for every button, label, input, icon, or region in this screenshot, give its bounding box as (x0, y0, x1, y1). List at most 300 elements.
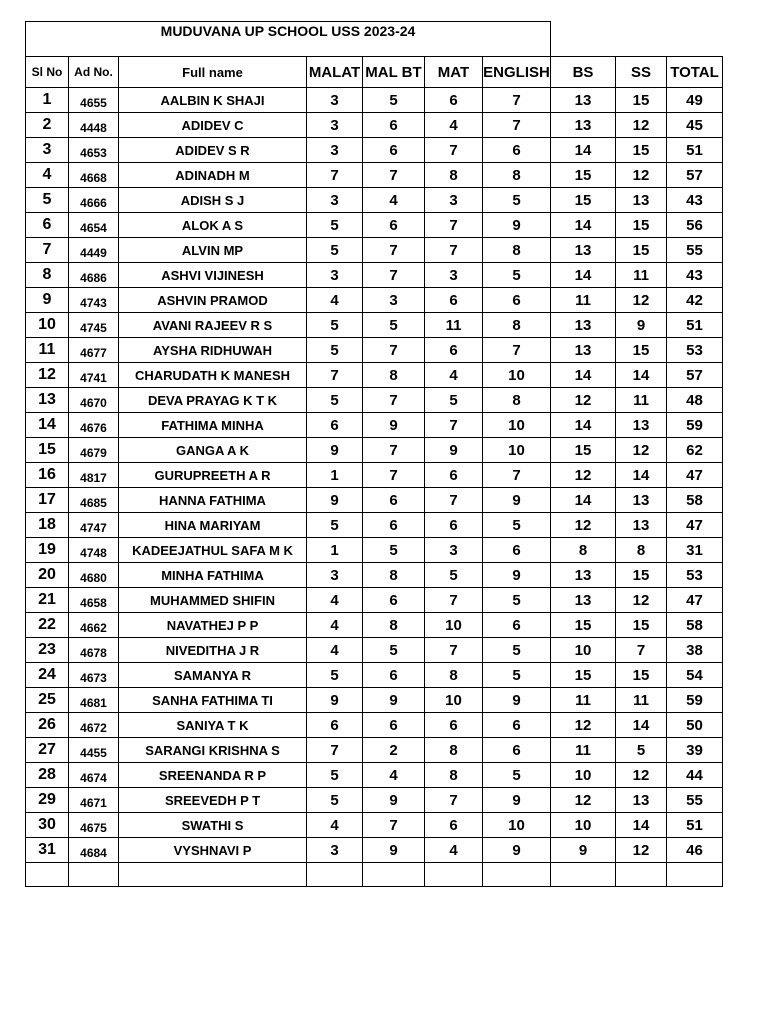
table-row (26, 188, 723, 213)
english-cell: 5 (483, 763, 551, 788)
mal-bt-cell: 7 (363, 238, 425, 263)
mat-cell: 7 (425, 788, 483, 813)
bs-cell: 15 (551, 663, 616, 688)
total-cell: 42 (667, 288, 723, 313)
results-sheet (25, 21, 723, 887)
ss-cell: 15 (616, 663, 667, 688)
ss-cell: 11 (616, 388, 667, 413)
malat-cell: 5 (307, 513, 363, 538)
ad-no-cell: 4743 (69, 288, 119, 313)
total-cell: 48 (667, 388, 723, 413)
full-name-cell: HANNA FATHIMA (119, 488, 307, 513)
bs-cell: 10 (551, 638, 616, 663)
malat-cell: 9 (307, 688, 363, 713)
ad-no-cell: 4673 (69, 663, 119, 688)
full-name-cell: GURUPREETH A R (119, 463, 307, 488)
mat-cell: 6 (425, 288, 483, 313)
sl-no-cell: 30 (26, 813, 69, 838)
empty-row (26, 863, 723, 887)
total-cell: 57 (667, 163, 723, 188)
total-cell: 45 (667, 113, 723, 138)
sl-no-cell: 4 (26, 163, 69, 188)
total-cell: 43 (667, 188, 723, 213)
mal-bt-cell: 8 (363, 363, 425, 388)
sl-no-cell: 1 (26, 88, 69, 113)
english-cell: 9 (483, 213, 551, 238)
mat-cell: 7 (425, 238, 483, 263)
english-cell: 6 (483, 713, 551, 738)
bs-cell: 12 (551, 388, 616, 413)
ss-cell: 13 (616, 788, 667, 813)
table-row (26, 613, 723, 638)
mat-cell: 6 (425, 463, 483, 488)
full-name-cell: SWATHI S (119, 813, 307, 838)
bs-cell: 13 (551, 338, 616, 363)
ss-cell: 12 (616, 288, 667, 313)
table-row (26, 688, 723, 713)
ss-cell: 15 (616, 238, 667, 263)
sl-no-cell: 8 (26, 263, 69, 288)
total-cell: 51 (667, 138, 723, 163)
table-row (26, 288, 723, 313)
english-cell: 6 (483, 288, 551, 313)
ad-no-cell: 4681 (69, 688, 119, 713)
full-name-cell: ASHVI VIJINESH (119, 263, 307, 288)
mal-bt-cell: 6 (363, 663, 425, 688)
ss-cell: 12 (616, 163, 667, 188)
ad-no-cell: 4666 (69, 188, 119, 213)
malat-cell: 6 (307, 413, 363, 438)
malat-cell: 9 (307, 438, 363, 463)
total-cell: 62 (667, 438, 723, 463)
mal-bt-cell: 5 (363, 638, 425, 663)
malat-cell: 7 (307, 363, 363, 388)
mat-cell: 6 (425, 513, 483, 538)
bs-cell: 15 (551, 163, 616, 188)
mat-cell: 11 (425, 313, 483, 338)
malat-cell: 7 (307, 163, 363, 188)
header-english: ENGLISH (483, 57, 551, 88)
mal-bt-cell: 9 (363, 688, 425, 713)
mat-cell: 7 (425, 213, 483, 238)
mal-bt-cell: 4 (363, 763, 425, 788)
total-cell: 59 (667, 688, 723, 713)
full-name-cell: MINHA FATHIMA (119, 563, 307, 588)
table-row (26, 463, 723, 488)
total-cell: 54 (667, 663, 723, 688)
sl-no-cell: 22 (26, 613, 69, 638)
malat-cell: 5 (307, 238, 363, 263)
bs-cell: 11 (551, 288, 616, 313)
table-row (26, 763, 723, 788)
mat-cell: 3 (425, 263, 483, 288)
english-cell: 8 (483, 238, 551, 263)
mat-cell: 7 (425, 413, 483, 438)
mat-cell: 4 (425, 113, 483, 138)
mal-bt-cell: 6 (363, 488, 425, 513)
empty-cell (425, 863, 483, 887)
table-row (26, 738, 723, 763)
sl-no-cell: 9 (26, 288, 69, 313)
ss-cell: 12 (616, 113, 667, 138)
ss-cell: 11 (616, 688, 667, 713)
mat-cell: 4 (425, 363, 483, 388)
ad-no-cell: 4448 (69, 113, 119, 138)
english-cell: 8 (483, 163, 551, 188)
ad-no-cell: 4686 (69, 263, 119, 288)
ad-no-cell: 4668 (69, 163, 119, 188)
results-table (25, 21, 723, 887)
ad-no-cell: 4654 (69, 213, 119, 238)
mal-bt-cell: 4 (363, 188, 425, 213)
total-cell: 51 (667, 313, 723, 338)
total-cell: 53 (667, 338, 723, 363)
mal-bt-cell: 6 (363, 513, 425, 538)
english-cell: 5 (483, 588, 551, 613)
ad-no-cell: 4655 (69, 88, 119, 113)
sl-no-cell: 26 (26, 713, 69, 738)
bs-cell: 13 (551, 313, 616, 338)
bs-cell: 14 (551, 363, 616, 388)
bs-cell: 12 (551, 713, 616, 738)
ad-no-cell: 4741 (69, 363, 119, 388)
table-row (26, 663, 723, 688)
malat-cell: 4 (307, 638, 363, 663)
bs-cell: 14 (551, 138, 616, 163)
malat-cell: 3 (307, 88, 363, 113)
sl-no-cell: 21 (26, 588, 69, 613)
total-cell: 43 (667, 263, 723, 288)
total-cell: 44 (667, 763, 723, 788)
english-cell: 6 (483, 138, 551, 163)
bs-cell: 13 (551, 238, 616, 263)
ss-cell: 12 (616, 838, 667, 863)
mal-bt-cell: 6 (363, 138, 425, 163)
full-name-cell: ALOK A S (119, 213, 307, 238)
malat-cell: 5 (307, 663, 363, 688)
ad-no-cell: 4817 (69, 463, 119, 488)
ss-cell: 15 (616, 563, 667, 588)
total-cell: 55 (667, 238, 723, 263)
english-cell: 7 (483, 113, 551, 138)
malat-cell: 5 (307, 788, 363, 813)
ss-cell: 13 (616, 513, 667, 538)
ad-no-cell: 4748 (69, 538, 119, 563)
ss-cell: 15 (616, 613, 667, 638)
mal-bt-cell: 3 (363, 288, 425, 313)
full-name-cell: SAMANYA R (119, 663, 307, 688)
ss-cell: 7 (616, 638, 667, 663)
mat-cell: 4 (425, 838, 483, 863)
english-cell: 9 (483, 688, 551, 713)
header-ss: SS (616, 57, 667, 88)
ss-cell: 15 (616, 88, 667, 113)
full-name-cell: SARANGI KRISHNA S (119, 738, 307, 763)
empty-cell (119, 863, 307, 887)
ss-cell: 14 (616, 713, 667, 738)
empty-cell (307, 863, 363, 887)
total-cell: 49 (667, 88, 723, 113)
ss-cell: 15 (616, 338, 667, 363)
table-row (26, 388, 723, 413)
malat-cell: 3 (307, 113, 363, 138)
mal-bt-cell: 9 (363, 838, 425, 863)
malat-cell: 3 (307, 563, 363, 588)
mal-bt-cell: 5 (363, 88, 425, 113)
malat-cell: 5 (307, 338, 363, 363)
table-row (26, 538, 723, 563)
ad-no-cell: 4685 (69, 488, 119, 513)
english-cell: 5 (483, 638, 551, 663)
full-name-cell: NIVEDITHA J R (119, 638, 307, 663)
sl-no-cell: 23 (26, 638, 69, 663)
mat-cell: 6 (425, 813, 483, 838)
empty-cell (26, 863, 69, 887)
ss-cell: 9 (616, 313, 667, 338)
bs-cell: 14 (551, 213, 616, 238)
title-blank-cell (551, 22, 723, 57)
ss-cell: 12 (616, 588, 667, 613)
mal-bt-cell: 8 (363, 613, 425, 638)
mat-cell: 8 (425, 163, 483, 188)
mal-bt-cell: 7 (363, 463, 425, 488)
table-row (26, 438, 723, 463)
english-cell: 9 (483, 788, 551, 813)
malat-cell: 3 (307, 838, 363, 863)
full-name-cell: MUHAMMED SHIFIN (119, 588, 307, 613)
total-cell: 46 (667, 838, 723, 863)
ss-cell: 14 (616, 463, 667, 488)
total-cell: 55 (667, 788, 723, 813)
ss-cell: 12 (616, 763, 667, 788)
mat-cell: 7 (425, 588, 483, 613)
bs-cell: 12 (551, 463, 616, 488)
ad-no-cell: 4676 (69, 413, 119, 438)
sl-no-cell: 28 (26, 763, 69, 788)
table-row (26, 838, 723, 863)
table-row (26, 413, 723, 438)
mal-bt-cell: 7 (363, 813, 425, 838)
ad-no-cell: 4671 (69, 788, 119, 813)
total-cell: 57 (667, 363, 723, 388)
bs-cell: 8 (551, 538, 616, 563)
sl-no-cell: 3 (26, 138, 69, 163)
malat-cell: 5 (307, 313, 363, 338)
ad-no-cell: 4662 (69, 613, 119, 638)
sl-no-cell: 20 (26, 563, 69, 588)
mal-bt-cell: 6 (363, 113, 425, 138)
mat-cell: 9 (425, 438, 483, 463)
total-cell: 47 (667, 463, 723, 488)
mat-cell: 5 (425, 388, 483, 413)
bs-cell: 13 (551, 563, 616, 588)
ad-no-cell: 4658 (69, 588, 119, 613)
total-cell: 56 (667, 213, 723, 238)
header-row (26, 57, 723, 88)
full-name-cell: SREENANDA R P (119, 763, 307, 788)
header-total: TOTAL (667, 57, 723, 88)
english-cell: 7 (483, 338, 551, 363)
mal-bt-cell: 7 (363, 263, 425, 288)
english-cell: 10 (483, 363, 551, 388)
empty-cell (483, 863, 551, 887)
malat-cell: 4 (307, 288, 363, 313)
total-cell: 59 (667, 413, 723, 438)
full-name-cell: SANIYA T K (119, 713, 307, 738)
full-name-cell: AALBIN K SHAJI (119, 88, 307, 113)
ad-no-cell: 4679 (69, 438, 119, 463)
table-row (26, 213, 723, 238)
mal-bt-cell: 5 (363, 538, 425, 563)
sl-no-cell: 15 (26, 438, 69, 463)
mat-cell: 3 (425, 538, 483, 563)
bs-cell: 10 (551, 763, 616, 788)
mat-cell: 7 (425, 138, 483, 163)
malat-cell: 3 (307, 188, 363, 213)
full-name-cell: ADISH S J (119, 188, 307, 213)
full-name-cell: DEVA PRAYAG K T K (119, 388, 307, 413)
english-cell: 8 (483, 313, 551, 338)
malat-cell: 3 (307, 138, 363, 163)
ss-cell: 14 (616, 813, 667, 838)
mat-cell: 7 (425, 638, 483, 663)
malat-cell: 1 (307, 538, 363, 563)
ad-no-cell: 4745 (69, 313, 119, 338)
bs-cell: 10 (551, 813, 616, 838)
full-name-cell: ASHVIN PRAMOD (119, 288, 307, 313)
table-row (26, 488, 723, 513)
english-cell: 10 (483, 413, 551, 438)
malat-cell: 5 (307, 388, 363, 413)
bs-cell: 15 (551, 188, 616, 213)
header-sl-no: Sl No (26, 57, 69, 88)
english-cell: 5 (483, 513, 551, 538)
sl-no-cell: 16 (26, 463, 69, 488)
table-row (26, 338, 723, 363)
sl-no-cell: 2 (26, 113, 69, 138)
mat-cell: 6 (425, 88, 483, 113)
table-row (26, 263, 723, 288)
sl-no-cell: 7 (26, 238, 69, 263)
table-row (26, 513, 723, 538)
english-cell: 10 (483, 813, 551, 838)
mat-cell: 10 (425, 688, 483, 713)
full-name-cell: GANGA A K (119, 438, 307, 463)
sl-no-cell: 11 (26, 338, 69, 363)
english-cell: 5 (483, 188, 551, 213)
total-cell: 53 (667, 563, 723, 588)
table-row (26, 88, 723, 113)
bs-cell: 14 (551, 488, 616, 513)
empty-cell (363, 863, 425, 887)
ad-no-cell: 4677 (69, 338, 119, 363)
full-name-cell: HINA MARIYAM (119, 513, 307, 538)
ss-cell: 15 (616, 213, 667, 238)
table-row (26, 588, 723, 613)
full-name-cell: AYSHA RIDHUWAH (119, 338, 307, 363)
table-row (26, 788, 723, 813)
mat-cell: 8 (425, 763, 483, 788)
ss-cell: 11 (616, 263, 667, 288)
ad-no-cell: 4675 (69, 813, 119, 838)
ad-no-cell: 4678 (69, 638, 119, 663)
english-cell: 6 (483, 738, 551, 763)
malat-cell: 3 (307, 263, 363, 288)
bs-cell: 14 (551, 263, 616, 288)
english-cell: 7 (483, 88, 551, 113)
total-cell: 50 (667, 713, 723, 738)
bs-cell: 15 (551, 438, 616, 463)
mat-cell: 8 (425, 738, 483, 763)
sl-no-cell: 14 (26, 413, 69, 438)
full-name-cell: FATHIMA MINHA (119, 413, 307, 438)
total-cell: 58 (667, 488, 723, 513)
mat-cell: 8 (425, 663, 483, 688)
table-row (26, 313, 723, 338)
full-name-cell: ADIDEV C (119, 113, 307, 138)
malat-cell: 9 (307, 488, 363, 513)
total-cell: 51 (667, 813, 723, 838)
bs-cell: 13 (551, 88, 616, 113)
bs-cell: 13 (551, 113, 616, 138)
full-name-cell: SREEVEDH P T (119, 788, 307, 813)
total-cell: 38 (667, 638, 723, 663)
mal-bt-cell: 7 (363, 438, 425, 463)
ad-no-cell: 4747 (69, 513, 119, 538)
bs-cell: 12 (551, 513, 616, 538)
ss-cell: 12 (616, 438, 667, 463)
english-cell: 9 (483, 838, 551, 863)
header-full-name: Full name (119, 57, 307, 88)
malat-cell: 4 (307, 813, 363, 838)
english-cell: 8 (483, 388, 551, 413)
english-cell: 9 (483, 563, 551, 588)
malat-cell: 4 (307, 613, 363, 638)
malat-cell: 1 (307, 463, 363, 488)
malat-cell: 5 (307, 213, 363, 238)
bs-cell: 11 (551, 688, 616, 713)
ad-no-cell: 4653 (69, 138, 119, 163)
sl-no-cell: 27 (26, 738, 69, 763)
mat-cell: 3 (425, 188, 483, 213)
sl-no-cell: 6 (26, 213, 69, 238)
english-cell: 9 (483, 488, 551, 513)
mat-cell: 7 (425, 488, 483, 513)
english-cell: 5 (483, 263, 551, 288)
ad-no-cell: 4680 (69, 563, 119, 588)
full-name-cell: AVANI RAJEEV R S (119, 313, 307, 338)
header-bs: BS (551, 57, 616, 88)
mat-cell: 10 (425, 613, 483, 638)
sheet-title: MUDUVANA UP SCHOOL USS 2023-24 (26, 22, 551, 57)
bs-cell: 12 (551, 788, 616, 813)
ad-no-cell: 4672 (69, 713, 119, 738)
ad-no-cell: 4670 (69, 388, 119, 413)
header-ad-no: Ad No. (69, 57, 119, 88)
sl-no-cell: 29 (26, 788, 69, 813)
table-row (26, 113, 723, 138)
header-mat: MAT (425, 57, 483, 88)
ad-no-cell: 4449 (69, 238, 119, 263)
ss-cell: 5 (616, 738, 667, 763)
sl-no-cell: 25 (26, 688, 69, 713)
empty-cell (616, 863, 667, 887)
header-malat: MALAT (307, 57, 363, 88)
table-row (26, 813, 723, 838)
bs-cell: 9 (551, 838, 616, 863)
ss-cell: 13 (616, 488, 667, 513)
mal-bt-cell: 7 (363, 338, 425, 363)
